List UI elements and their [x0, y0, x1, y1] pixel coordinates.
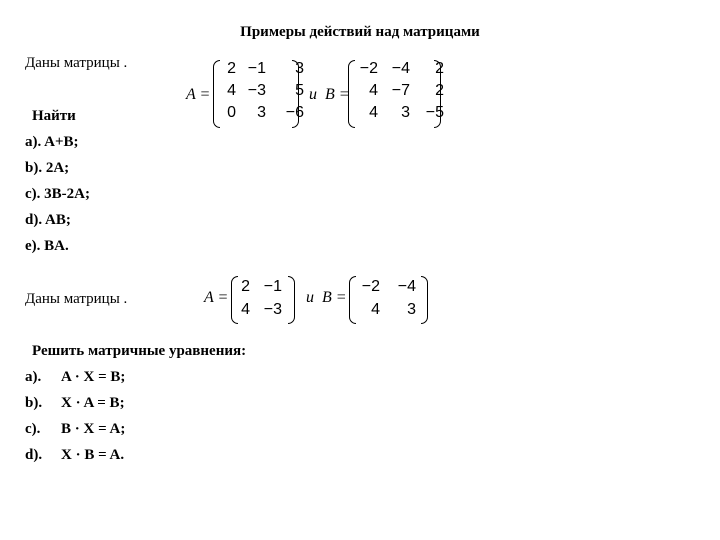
matrix-A-right-paren-1: [292, 60, 299, 128]
matrix-cell: 4: [241, 301, 250, 318]
page-title: Примеры действий над матрицами: [240, 24, 480, 40]
matrix-cell: 3: [257, 104, 266, 121]
matrix-cell: 3: [401, 104, 410, 121]
task-item: e). BA.: [25, 238, 69, 254]
matrix-cell: −2: [361, 278, 380, 295]
matrix-cell: 4: [369, 104, 378, 121]
find-heading: Найти: [32, 108, 76, 124]
matrix-cell: 4: [227, 82, 236, 99]
task-item: c). 3B-2A;: [25, 186, 90, 202]
matrix-B-right-paren-1: [434, 60, 441, 128]
equation-text: X · A = B;: [61, 395, 125, 411]
solve-heading: Решить матричные уравнения:: [32, 343, 247, 359]
equation-item: [25, 395, 125, 412]
matrix-B-label-2: B =: [322, 289, 347, 306]
given-matrices-text-2: Даны матрицы .: [25, 291, 128, 307]
matrix-cell: −1: [263, 278, 282, 295]
matrix-cell: −4: [391, 60, 410, 77]
equation-item: [25, 421, 125, 438]
task-item: b). 2A;: [25, 160, 70, 176]
equation-label: a).: [25, 369, 42, 385]
matrix-cell: −3: [263, 301, 282, 318]
matrix-A-right-paren-2: [288, 276, 295, 324]
matrix-cell: 2: [227, 60, 236, 77]
matrix-A-label-1: A =: [186, 86, 211, 103]
matrix-cell: −7: [391, 82, 410, 99]
matrix-cell: 2: [435, 82, 444, 99]
equation-label: c).: [25, 421, 41, 437]
matrix-cell: −2: [359, 60, 378, 77]
matrix-cell: −3: [247, 82, 266, 99]
equation-label: d).: [25, 447, 43, 463]
matrix-cell: −6: [285, 104, 304, 121]
given-matrices-text-1: Даны матрицы .: [25, 55, 128, 71]
task-item: d). AB;: [25, 212, 71, 228]
equation-text: X · B = A.: [61, 447, 125, 463]
matrix-cell: 2: [241, 278, 250, 295]
matrix-cell: −4: [397, 278, 416, 295]
equation-item: [25, 447, 124, 464]
matrix-cell: 3: [295, 60, 304, 77]
matrix-cell: 5: [295, 82, 304, 99]
matrix-cell: 2: [435, 60, 444, 77]
connector-and-2: и: [306, 289, 314, 306]
matrix-cell: −5: [425, 104, 444, 121]
matrix-A-label-2: A =: [204, 289, 229, 306]
matrix-B-label-1: B =: [325, 86, 350, 103]
matrix-cell: 3: [407, 301, 416, 318]
task-item: a). A+B;: [25, 134, 79, 150]
matrix-cell: −1: [247, 60, 266, 77]
connector-and-1: и: [309, 86, 317, 103]
equation-text: A · X = B;: [61, 369, 126, 385]
equation-label: b).: [25, 395, 43, 411]
equation-item: [25, 369, 125, 386]
equation-text: B · X = A;: [61, 421, 126, 437]
matrix-cell: 0: [227, 104, 236, 121]
matrix-B-right-paren-2: [421, 276, 428, 324]
matrix-cell: 4: [371, 301, 380, 318]
matrix-B-1: [350, 60, 444, 122]
matrix-A-2: [236, 278, 282, 319]
matrix-cell: 4: [369, 82, 378, 99]
matrix-B-2: [352, 278, 416, 319]
